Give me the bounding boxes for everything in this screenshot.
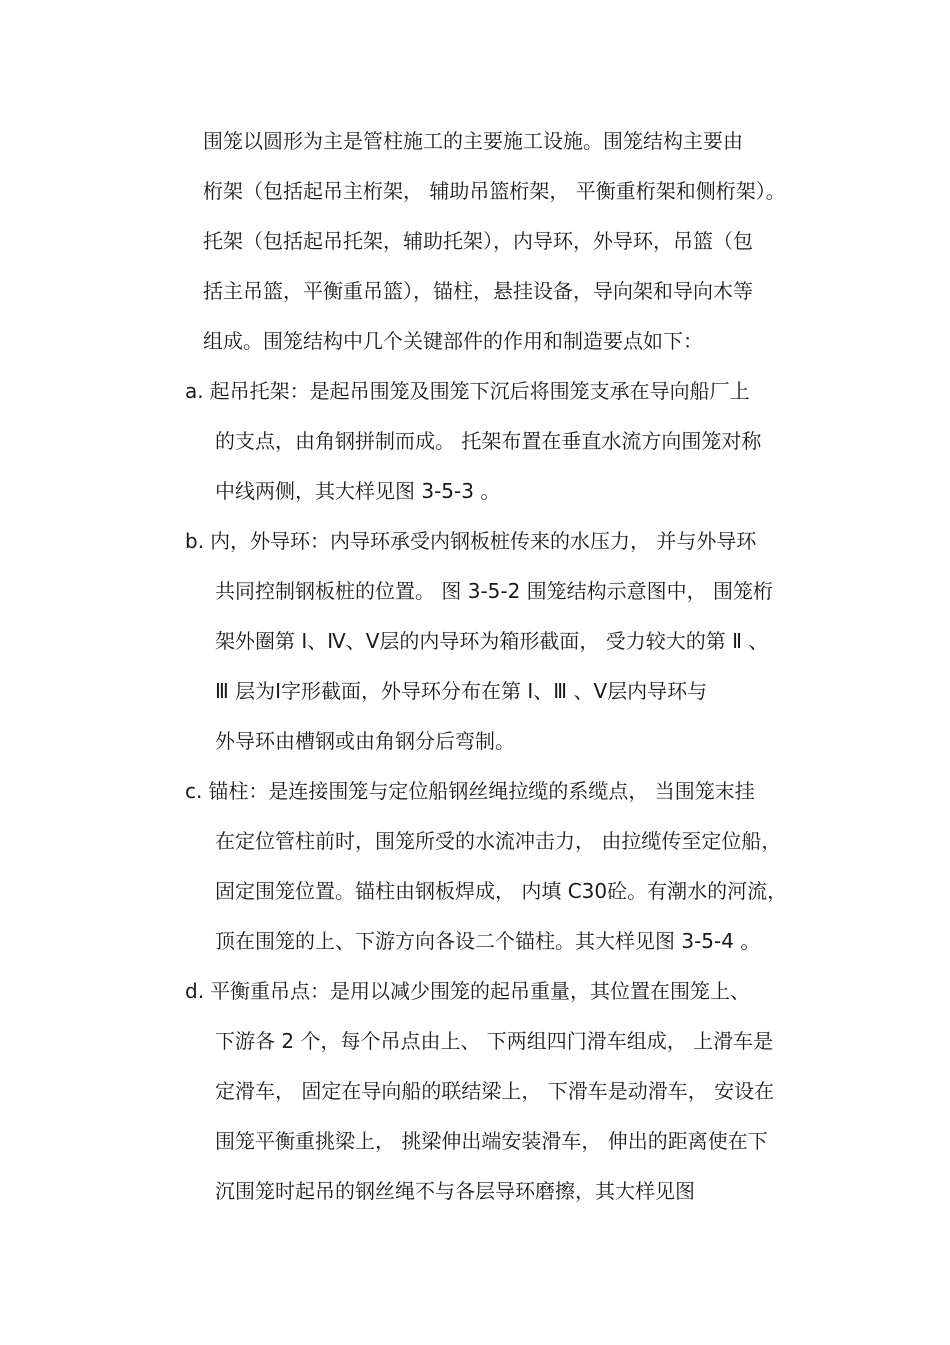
item-line: 共同控制钢板桩的位置。 图 3-5-2 围笼结构示意图中， 围笼桁 bbox=[215, 579, 774, 603]
list-item-a bbox=[185, 378, 750, 404]
intro-line: 围笼以圆形为主是管柱施工的主要施工设施。围笼结构主要由 bbox=[203, 129, 743, 153]
item-text: 起吊托架：是起吊围笼及围笼下沉后将围笼支承在导向船厂上 bbox=[209, 379, 750, 403]
item-line: 架外圈第 Ⅰ、Ⅳ、Ⅴ层的内导环为箱形截面， 受力较大的第 Ⅱ 、 bbox=[215, 629, 769, 653]
list-item-b bbox=[185, 528, 756, 554]
list-item-d bbox=[185, 978, 750, 1004]
item-line: 的支点，由角钢拼制而成。 托架布置在垂直水流方向围笼对称 bbox=[215, 429, 762, 453]
list-item-c bbox=[185, 778, 755, 804]
item-marker: a. bbox=[185, 379, 204, 403]
item-line: 定滑车， 固定在导向船的联结梁上， 下滑车是动滑车， 安设在 bbox=[215, 1079, 775, 1103]
item-line: 下游各 2 个，每个吊点由上、 下两组四门滑车组成， 上滑车是 bbox=[215, 1029, 774, 1053]
item-line: 在定位管柱前时，围笼所受的水流冲击力， 由拉缆传至定位船， bbox=[215, 829, 782, 853]
intro-line: 托架（包括起吊托架，辅助托架），内导环，外导环，吊篮（包 bbox=[203, 229, 753, 253]
item-text: 内，外导环：内导环承受内钢板桩传来的水压力， 并与外导环 bbox=[210, 529, 757, 553]
item-line: 固定围笼位置。锚柱由钢板焊成， 内填 C30砼。有潮水的河流， bbox=[215, 879, 788, 903]
item-line: Ⅲ 层为Ⅰ字形截面，外导环分布在第 Ⅰ、Ⅲ 、Ⅴ层内导环与 bbox=[215, 679, 708, 703]
intro-line: 桁架（包括起吊主桁架， 辅助吊篮桁架， 平衡重桁架和侧桁架）。 bbox=[203, 179, 786, 203]
intro-line: 组成。围笼结构中几个关键部件的作用和制造要点如下： bbox=[203, 329, 703, 353]
item-line: 中线两侧，其大样见图 3-5-3 。 bbox=[215, 479, 501, 503]
item-line: 外导环由槽钢或由角钢分后弯制。 bbox=[215, 729, 515, 753]
item-line: 沉围笼时起吊的钢丝绳不与各层导环磨擦，其大样见图 bbox=[215, 1179, 695, 1203]
intro-line: 括主吊篮，平衡重吊篮），锚柱，悬挂设备，导向架和导向木等 bbox=[203, 279, 753, 303]
item-text: 平衡重吊点：是用以减少围笼的起吊重量，其位置在围笼上、 bbox=[210, 979, 751, 1003]
item-marker: d. bbox=[185, 979, 205, 1003]
item-marker: b. bbox=[185, 529, 205, 553]
item-line: 顶在围笼的上、下游方向各设二个锚柱。其大样见图 3-5-4 。 bbox=[215, 929, 761, 953]
item-marker: c. bbox=[185, 779, 203, 803]
item-line: 围笼平衡重挑梁上， 挑梁伸出端安装滑车， 伸出的距离使在下 bbox=[215, 1129, 768, 1153]
item-text: 锚柱：是连接围笼与定位船钢丝绳拉缆的系缆点， 当围笼末挂 bbox=[208, 779, 755, 803]
